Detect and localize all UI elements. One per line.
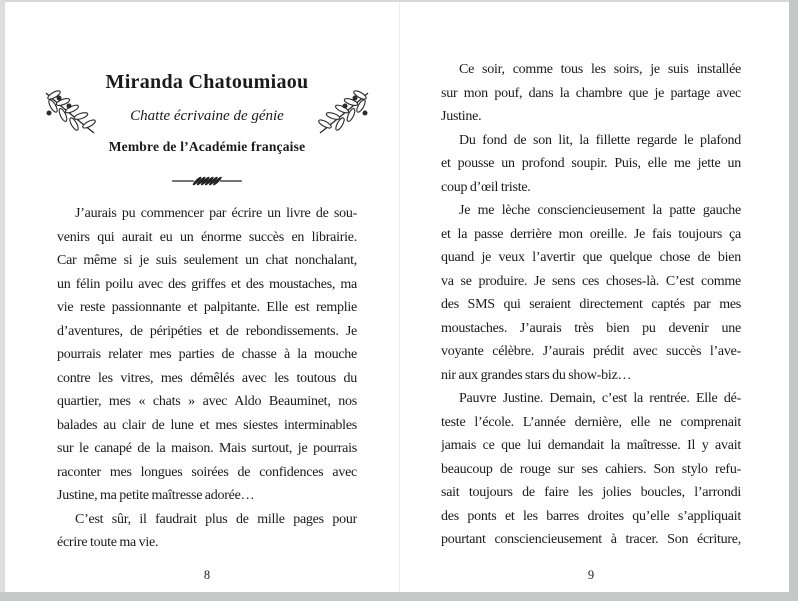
text-line: Justine. <box>441 109 482 124</box>
text-line: coup d’œil triste. <box>441 179 531 195</box>
text-line: raconter mes longues soirées de confidences avec <box>57 464 357 480</box>
section-divider-icon <box>57 172 357 190</box>
text-line: un félin poilu avec des griffes et des moustaches, ma <box>57 276 357 292</box>
text-line: d’aventures, de péripéties et de rebondissements. Je <box>57 323 357 339</box>
text-line: beaucoup de rouge sur ses cahiers. Son stylo refu- <box>441 461 741 477</box>
text-line: voyante célèbre. J’aurais prédit avec succès l’ave- <box>441 344 741 359</box>
text-line: vie reste passionnante et palpitante. Elle est remplie <box>57 300 357 315</box>
page-right <box>441 0 741 601</box>
text-line: Je me lèche consciencieusement la patte gauche <box>459 203 741 218</box>
text-line: sur le canapé de la maison. Mais surtout, je pourrais <box>57 441 357 456</box>
frame-edge-right <box>789 0 798 601</box>
text-line: nir aux grandes stars du show-biz… <box>441 367 632 383</box>
text-line: C’est sûr, il faudrait plus de mille pages pour <box>75 511 357 527</box>
book-affiliation: Membre de l’Académie française <box>108 139 306 154</box>
text-line: Du fond de son lit, la fillette regarde le plafond <box>459 132 741 148</box>
page-text-left <box>57 202 357 555</box>
page-text-right <box>441 58 741 552</box>
paragraph <box>57 508 357 555</box>
text-line: contre les vitres, mes démêlés avec les toutous du <box>57 370 357 386</box>
olive-branch-left-icon <box>41 86 101 142</box>
text-line: J’aurais pu commencer par écrire un livre de sou- <box>75 206 357 221</box>
text-line: Justine, ma petite maîtresse adorée… <box>57 488 255 503</box>
text-line: va se produire. Je sens ces choses-là. C’est comme <box>441 273 741 289</box>
text-line: pourtant consciencieusement à tracer. Son écriture, <box>441 532 741 547</box>
text-line: quartier, mes « chats » avec Aldo Beauminet, nos <box>57 394 357 409</box>
text-line: jamais ce que lui demandait la maîtresse. Il y avait <box>441 438 741 453</box>
page-left <box>57 0 357 601</box>
text-line: balades au clair de lune et mes siestes interminables <box>57 417 357 433</box>
text-line: moustaches. J’aurais très bien pu devenir une <box>441 320 741 336</box>
paragraph <box>441 199 741 387</box>
text-line: et pousse un profond soupir. Puis, elle me jette un <box>441 156 741 171</box>
page-number-left: 8 <box>203 568 211 582</box>
text-line: Ce soir, comme tous les soirs, je suis installée <box>459 62 741 77</box>
text-line: sur mon pouf, dans la chambre que je partage avec <box>441 85 741 101</box>
paragraph <box>57 202 357 508</box>
paragraph <box>441 129 741 200</box>
text-line: des ponts et les barres droites qu’elle s’appliquait <box>441 508 741 524</box>
paragraph <box>441 387 741 552</box>
chapter-heading <box>57 70 357 190</box>
paragraph <box>441 58 741 129</box>
frame-edge-left <box>0 0 5 601</box>
book-title: Miranda Chatoumiaou <box>105 71 309 93</box>
text-line: et la passe derrière mon oreille. Je fais toujours ça <box>441 226 741 242</box>
text-line: venirs qui aurait eu un énorme succès en librairie. <box>57 229 357 245</box>
text-line: quand je veux l’avertir que quelque chose de bien <box>441 250 741 265</box>
text-line: Car même si je suis seulement un chat nonchalant, <box>57 253 357 268</box>
page-number-right: 9 <box>587 568 595 582</box>
text-line: écrire toute ma vie. <box>57 535 159 550</box>
olive-branch-right-icon <box>313 86 373 142</box>
page-gutter <box>399 2 400 592</box>
text-line: teste l’école. L’année dernière, elle ne comprenait <box>441 414 741 430</box>
text-line: des SMS qui seraient directement captés par mes <box>441 297 741 312</box>
text-line: sait toujours de faire les jolies boucles, l’arrondi <box>441 485 741 500</box>
book-subtitle: Chatte écrivaine de génie <box>130 108 284 124</box>
text-line: pourrais relater mes parties de chasse à la mouche <box>57 347 357 362</box>
text-line: Pauvre Justine. Demain, c’est la rentrée. Elle dé- <box>459 391 741 406</box>
